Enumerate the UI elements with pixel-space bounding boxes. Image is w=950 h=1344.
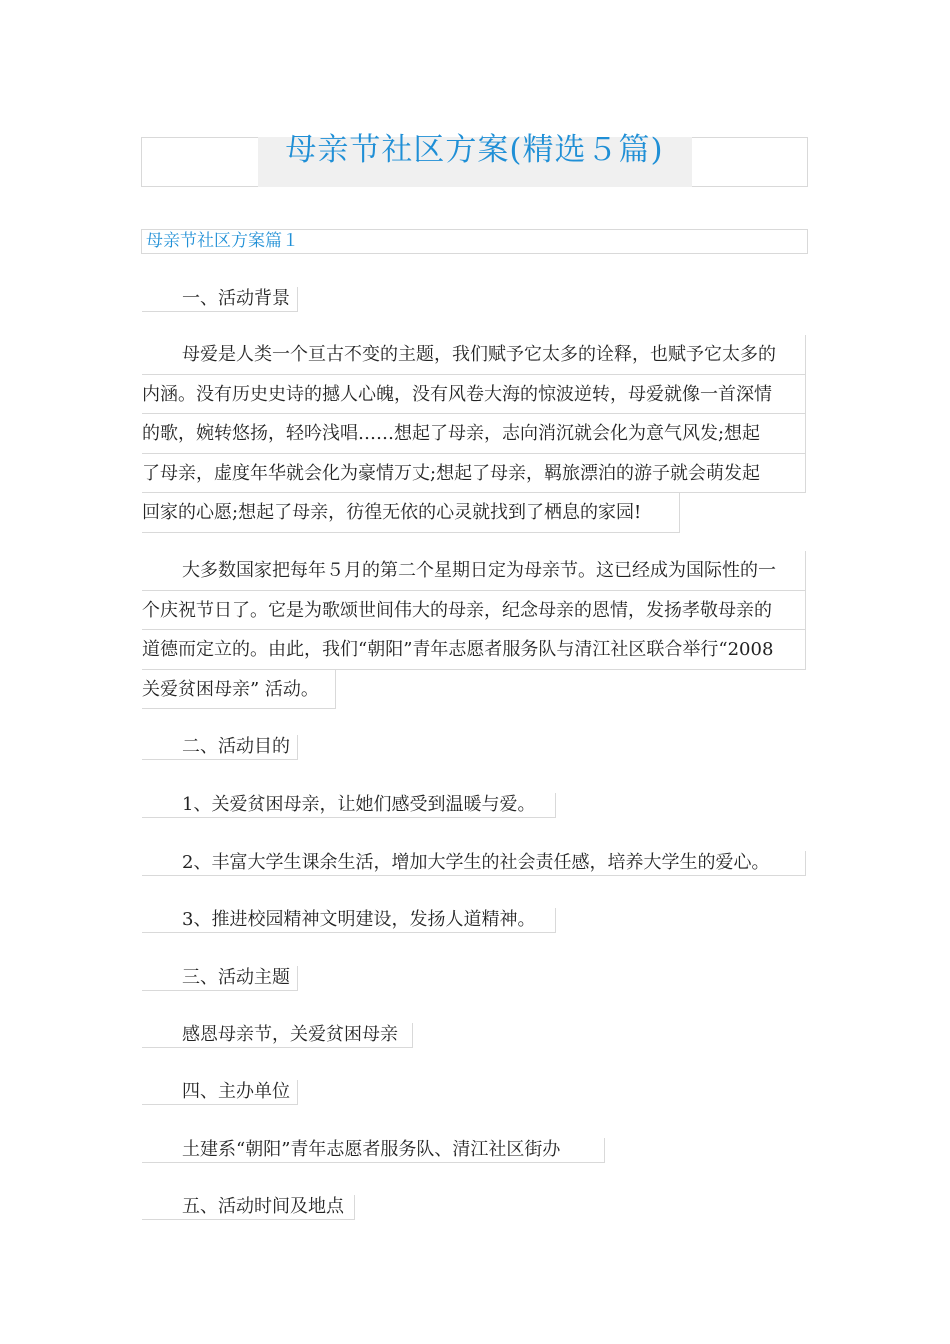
goal-item-3: 3、推进校园精神文明建设，发扬人道精神。 [142, 908, 556, 933]
paragraph-line: 大多数国家把每年５月的第二个星期日定为母亲节。这已经成为国际性的一 [142, 551, 806, 591]
heading-background: 一、活动背景 [142, 287, 298, 312]
heading-purpose: 二、活动目的 [142, 735, 298, 760]
paragraph-line: 个庆祝节日了。它是为歌颂世间伟大的母亲，纪念母亲的恩情，发扬孝敬母亲的 [142, 591, 806, 631]
paragraph-line: 内涵。没有历史史诗的撼人心魄，没有风卷大海的惊波逆转，母爱就像一首深情 [142, 375, 806, 415]
heading-time-place: 五、活动时间及地点 [142, 1195, 355, 1220]
goal-item-1: 1、关爱贫困母亲，让她们感受到温暖与爱。 [142, 793, 556, 818]
paragraph-line: 关爱贫困母亲” 活动。 [142, 670, 336, 710]
paragraph-line: 母爱是人类一个亘古不变的主题，我们赋予它太多的诠释，也赋予它太多的 [142, 335, 806, 375]
paragraph-line: 了母亲，虚度年华就会化为豪情万丈;想起了母亲，羁旅漂泊的游子就会萌发起 [142, 454, 806, 494]
organizer-text: 土建系“朝阳”青年志愿者服务队、清江社区街办 [142, 1138, 605, 1163]
heading-theme: 三、活动主题 [142, 966, 298, 991]
paragraph-line: 回家的心愿;想起了母亲，彷徨无依的心灵就找到了栖息的家园! [142, 493, 680, 533]
goal-item-2: 2、丰富大学生课余生活，增加大学生的社会责任感，培养大学生的爱心。 [142, 851, 806, 876]
section-title: 母亲节社区方案篇１ [141, 229, 808, 254]
paragraph-significance [142, 551, 806, 709]
page-title: 母亲节社区方案(精选５篇) [285, 132, 664, 168]
paragraph-line: 的歌，婉转悠扬，轻吟浅唱……想起了母亲，志向消沉就会化为意气风发;想起 [142, 414, 806, 454]
heading-organizer: 四、主办单位 [142, 1080, 298, 1105]
paragraph-line: 道德而定立的。由此，我们“朝阳”青年志愿者服务队与清江社区联合举行“2008 [142, 630, 806, 670]
theme-text: 感恩母亲节，关爱贫困母亲 [142, 1023, 413, 1048]
paragraph-background [142, 335, 806, 533]
